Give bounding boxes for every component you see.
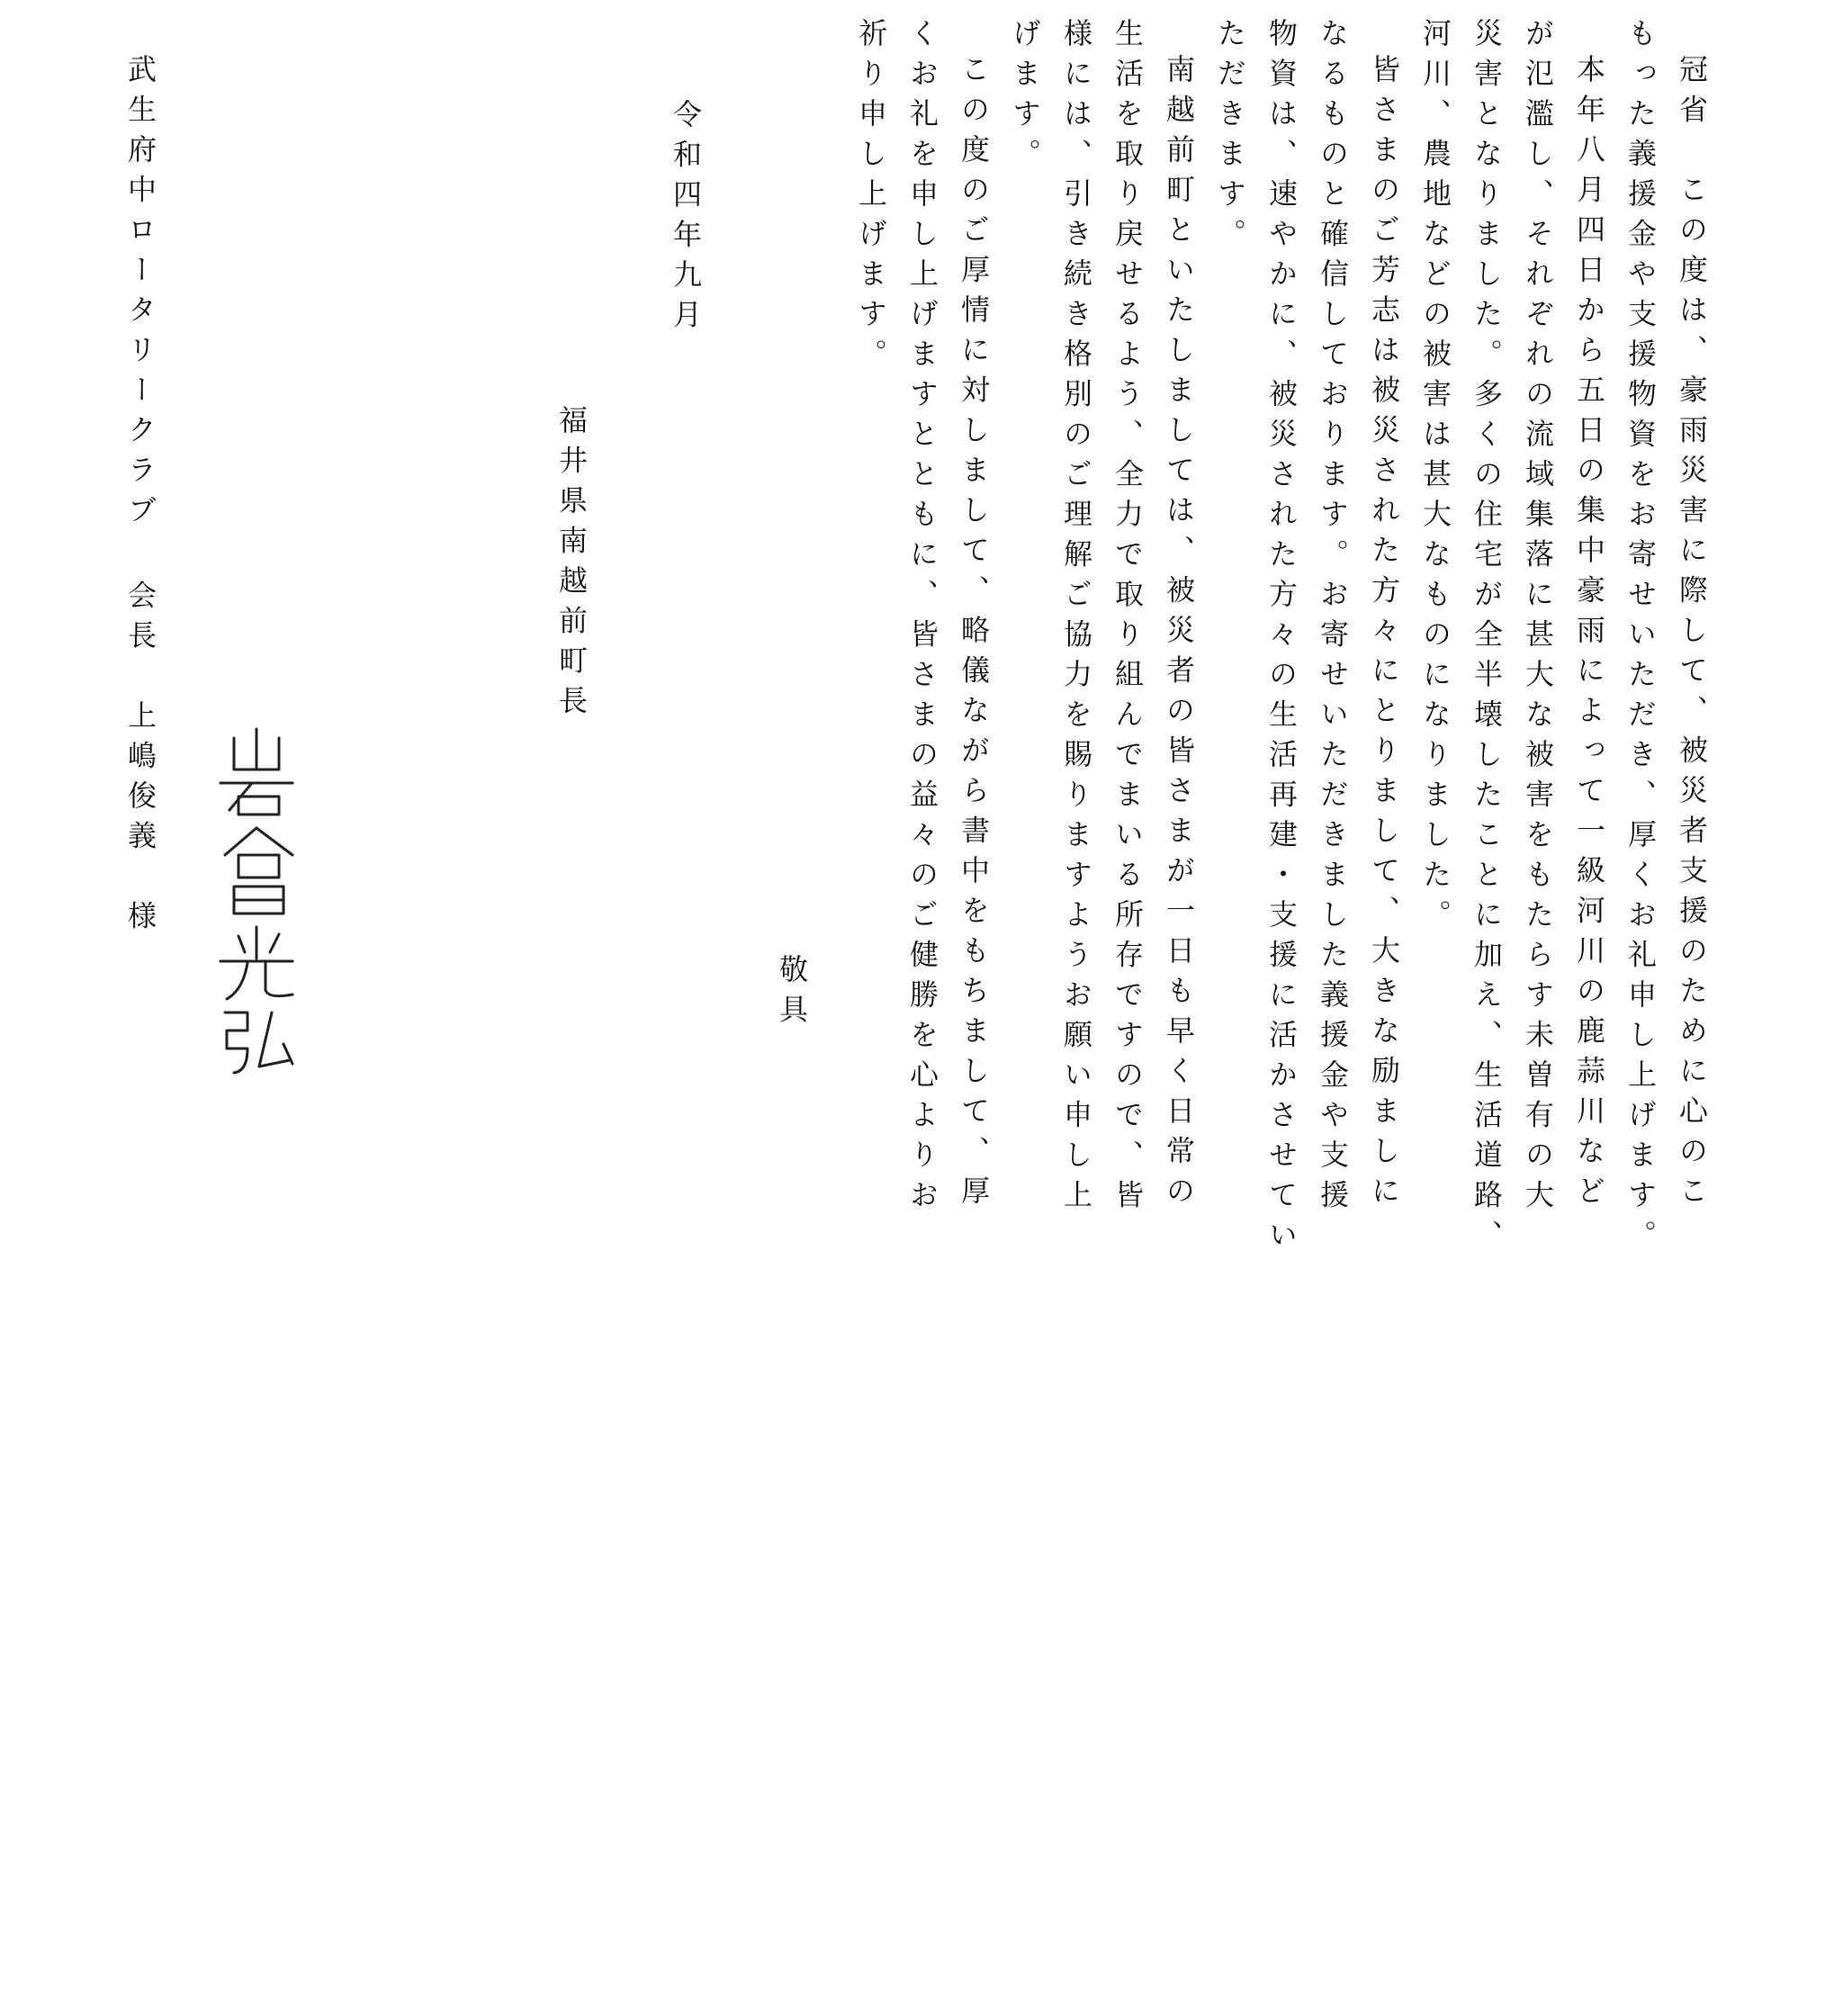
body-line-13: 様には、引き続き格別のご理解ご協力を賜りますようお願い申し上 — [1059, 18, 1093, 1220]
body-line-17: 祈り申し上げます。 — [854, 18, 888, 379]
body-line-16: くお礼を申し上げますとともに、皆さまの益々のご健勝を心よりお — [905, 18, 939, 1220]
body-line-9: 物資は、速やかに、被災された方々の生活再建・支援に活かさせてい — [1264, 18, 1299, 1260]
body-line-12: 生活を取り戻せるよう、全力で取り組んでまいる所存ですので、皆 — [1110, 18, 1145, 1220]
body-line-7: 皆さまのご芳志は被災された方々にとりまして、大きな励ましに — [1367, 54, 1401, 1216]
body-line-3: 本年八月四日から五日の集中豪雨によって一級河川の鹿蒜川など — [1572, 54, 1606, 1216]
body-line-11: 南越前町といたしましては、被災者の皆さまが一日も早く日常の — [1162, 54, 1196, 1216]
date-line: 令和四年九月 — [669, 99, 703, 339]
recipient-line: 武生府中ロータリークラブ 会長 上嶋俊義 様 — [123, 54, 157, 940]
body-line-6: 河川、農地などの被害は甚大なものになりました。 — [1418, 18, 1452, 940]
closing-text: 敬具 — [775, 954, 809, 1034]
body-line-15: この度のご厚情に対しまして、略儀ながら書中をもちまして、厚 — [957, 54, 991, 1216]
body-line-5: 災害となりました。多くの住宅が全半壊したことに加え、生活道路、 — [1470, 18, 1504, 1260]
body-line-4: が氾濫し、それぞれの流域集落に甚大な被害をもたらす未曽有の大 — [1521, 18, 1555, 1220]
body-line-1: 冠省 この度は、豪雨災害に際して、被災者支援のために心のこ — [1675, 54, 1709, 1216]
body-line-2: もった義援金や支援物資をお寄せいただき、厚くお礼申し上げます。 — [1623, 18, 1658, 1260]
sender-signature — [207, 720, 306, 1080]
sender-title: 福井県南越前町長 — [554, 405, 589, 725]
body-line-14: げます。 — [1008, 18, 1042, 178]
body-line-10: ただきます。 — [1213, 18, 1247, 258]
body-line-8: なるものと確信しております。お寄せいただきました義援金や支援 — [1316, 18, 1350, 1220]
